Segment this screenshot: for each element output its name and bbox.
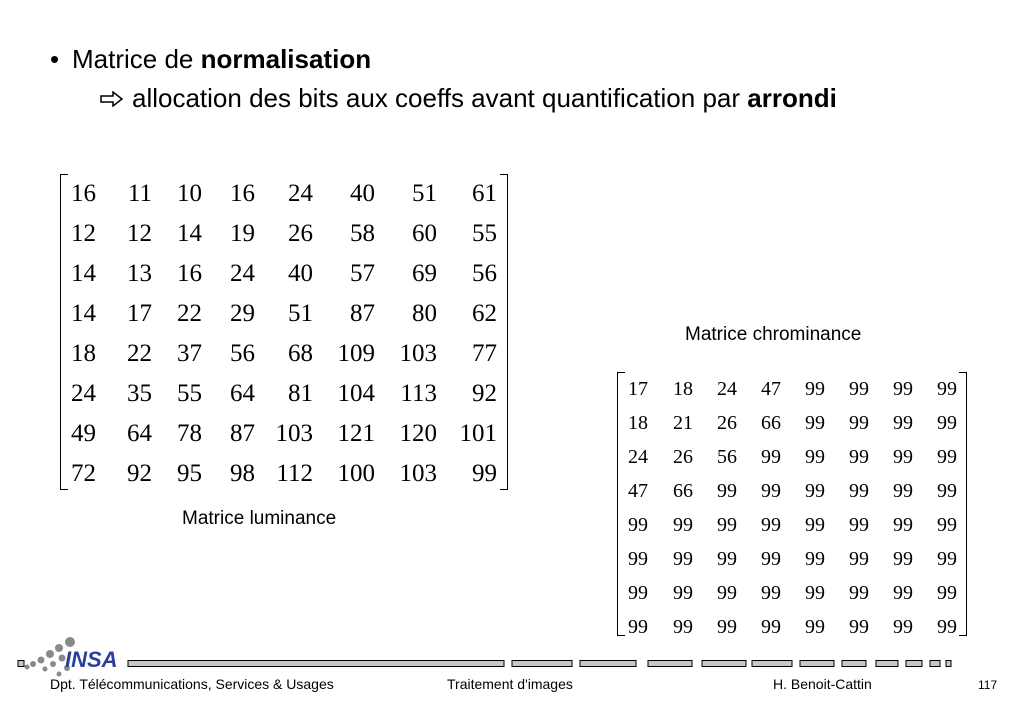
luminance-table	[66, 174, 497, 494]
matrix-cell: 101	[459, 420, 497, 447]
matrix-cell: 99	[717, 547, 737, 570]
matrix-cell: 13	[127, 260, 152, 287]
matrix-cell: 99	[893, 615, 913, 638]
matrix-cell: 100	[337, 460, 375, 487]
matrix-cell: 99	[849, 445, 869, 468]
matrix-cell: 109	[337, 340, 375, 367]
matrix-cell: 99	[717, 513, 737, 536]
matrix-cell: 99	[761, 513, 781, 536]
matrix-cell: 26	[673, 445, 693, 468]
matrix-cell: 10	[177, 180, 202, 207]
matrix-row	[66, 214, 497, 254]
matrix-cell: 99	[849, 581, 869, 604]
matrix-cell: 87	[350, 300, 375, 327]
bullet-1-bold: normalisation	[200, 44, 372, 74]
matrix-cell: 99	[893, 513, 913, 536]
bullet-dot: •	[50, 44, 60, 74]
matrix-row	[622, 576, 957, 610]
matrix-cell: 99	[893, 581, 913, 604]
matrix-cell: 37	[177, 340, 202, 367]
matrix-cell: 99	[805, 411, 825, 434]
matrix-cell: 56	[472, 260, 497, 287]
matrix-cell: 99	[937, 581, 957, 604]
luminance-caption: Matrice luminance	[182, 508, 337, 529]
matrix-cell: 49	[71, 420, 96, 447]
matrix-cell: 99	[893, 547, 913, 570]
matrix-cell: 72	[71, 460, 96, 487]
matrix-cell: 99	[717, 615, 737, 638]
matrix-cell: 24	[717, 377, 737, 400]
matrix-cell: 99	[849, 547, 869, 570]
logo-wordmark: INSA	[65, 647, 118, 672]
matrix-cell: 16	[177, 260, 202, 287]
matrix-cell: 55	[472, 220, 497, 247]
matrix-cell: 99	[717, 581, 737, 604]
matrix-cell: 99	[849, 479, 869, 502]
matrix-row	[622, 440, 957, 474]
matrix-cell: 95	[177, 460, 202, 487]
matrix-cell: 51	[288, 300, 313, 327]
matrix-cell: 99	[628, 615, 648, 638]
matrix-row	[66, 454, 497, 494]
matrix-cell: 99	[628, 513, 648, 536]
matrix-cell: 66	[761, 411, 781, 434]
matrix-cell: 77	[472, 340, 497, 367]
matrix-cell: 68	[288, 340, 313, 367]
bullet-line-1	[50, 43, 371, 75]
matrix-cell: 60	[412, 220, 437, 247]
matrix-cell: 112	[276, 460, 313, 487]
matrix-cell: 87	[230, 420, 255, 447]
matrix-cell: 40	[288, 260, 313, 287]
right-bracket	[959, 372, 967, 636]
matrix-cell: 99	[937, 411, 957, 434]
matrix-cell: 99	[893, 377, 913, 400]
matrix-cell: 99	[937, 513, 957, 536]
matrix-cell: 21	[673, 411, 693, 434]
matrix-row	[622, 372, 957, 406]
matrix-cell: 56	[717, 445, 737, 468]
matrix-cell: 12	[127, 220, 152, 247]
matrix-row	[622, 508, 957, 542]
matrix-row	[66, 294, 497, 334]
matrix-cell: 17	[628, 377, 648, 400]
matrix-cell: 47	[761, 377, 781, 400]
matrix-cell: 12	[71, 220, 96, 247]
matrix-cell: 103	[399, 340, 437, 367]
matrix-cell: 99	[893, 411, 913, 434]
matrix-cell: 69	[412, 260, 437, 287]
matrix-cell: 61	[472, 180, 497, 207]
matrix-cell: 103	[399, 460, 437, 487]
matrix-cell: 81	[288, 380, 313, 407]
matrix-cell: 113	[400, 380, 437, 407]
matrix-row	[66, 174, 497, 214]
matrix-cell: 18	[673, 377, 693, 400]
matrix-cell: 64	[230, 380, 255, 407]
matrix-cell: 99	[805, 513, 825, 536]
matrix-row	[622, 610, 957, 644]
matrix-cell: 99	[761, 615, 781, 638]
footer-author: H. Benoit-Cattin	[773, 676, 872, 692]
matrix-cell: 120	[399, 420, 437, 447]
matrix-cell: 99	[673, 547, 693, 570]
matrix-cell: 92	[127, 460, 152, 487]
matrix-cell: 99	[937, 479, 957, 502]
matrix-cell: 121	[337, 420, 375, 447]
matrix-cell: 35	[127, 380, 152, 407]
matrix-cell: 58	[350, 220, 375, 247]
matrix-cell: 99	[805, 445, 825, 468]
matrix-cell: 14	[71, 300, 96, 327]
matrix-cell: 24	[230, 260, 255, 287]
matrix-cell: 99	[805, 581, 825, 604]
matrix-cell: 99	[673, 513, 693, 536]
matrix-cell: 24	[628, 445, 648, 468]
matrix-cell: 99	[937, 615, 957, 638]
page-number: 117	[978, 678, 998, 692]
matrix-row	[622, 474, 957, 508]
matrix-cell: 14	[71, 260, 96, 287]
matrix-cell: 99	[893, 479, 913, 502]
luminance-matrix	[60, 174, 508, 490]
matrix-cell: 24	[288, 180, 313, 207]
matrix-cell: 40	[350, 180, 375, 207]
matrix-cell: 99	[805, 615, 825, 638]
matrix-cell: 99	[849, 411, 869, 434]
matrix-cell: 99	[717, 479, 737, 502]
matrix-cell: 104	[337, 380, 375, 407]
matrix-cell: 16	[71, 180, 96, 207]
matrix-cell: 47	[628, 479, 648, 502]
matrix-cell: 99	[937, 547, 957, 570]
matrix-cell: 99	[805, 547, 825, 570]
matrix-cell: 92	[472, 380, 497, 407]
matrix-cell: 99	[761, 547, 781, 570]
bullet-2-bold: arrondi	[747, 83, 837, 113]
matrix-cell: 56	[230, 340, 255, 367]
matrix-cell: 18	[71, 340, 96, 367]
matrix-cell: 57	[350, 260, 375, 287]
matrix-cell: 51	[412, 180, 437, 207]
footer-bar-strip	[0, 658, 1023, 670]
matrix-cell: 55	[177, 380, 202, 407]
matrix-cell: 99	[849, 513, 869, 536]
matrix-cell: 99	[849, 615, 869, 638]
matrix-row	[622, 406, 957, 440]
matrix-cell: 99	[761, 479, 781, 502]
matrix-cell: 99	[937, 377, 957, 400]
matrix-cell: 22	[177, 300, 202, 327]
matrix-cell: 66	[673, 479, 693, 502]
matrix-cell: 98	[230, 460, 255, 487]
bullet-2-text: allocation des bits aux coeffs avant quantification par	[132, 83, 748, 113]
matrix-cell: 99	[472, 460, 497, 487]
matrix-cell: 99	[849, 377, 869, 400]
matrix-cell: 99	[673, 615, 693, 638]
matrix-cell: 80	[412, 300, 437, 327]
matrix-cell: 99	[805, 377, 825, 400]
matrix-cell: 99	[937, 445, 957, 468]
matrix-cell: 99	[805, 479, 825, 502]
matrix-cell: 103	[275, 420, 313, 447]
matrix-cell: 18	[628, 411, 648, 434]
chrominance-table	[622, 372, 957, 644]
matrix-cell: 24	[71, 380, 96, 407]
matrix-cell: 14	[177, 220, 202, 247]
matrix-row	[66, 334, 497, 374]
matrix-row	[66, 374, 497, 414]
matrix-cell: 17	[127, 300, 152, 327]
footer-course: Traitement d'images	[447, 676, 573, 692]
footer-department: Dpt. Télécommunications, Services & Usages	[50, 676, 334, 692]
matrix-cell: 16	[230, 180, 255, 207]
chrominance-matrix	[617, 372, 967, 636]
matrix-cell: 26	[717, 411, 737, 434]
matrix-cell: 99	[893, 445, 913, 468]
matrix-cell: 78	[177, 420, 202, 447]
bullet-line-2	[100, 82, 837, 114]
chrominance-caption: Matrice chrominance	[685, 324, 862, 345]
matrix-cell: 19	[230, 220, 255, 247]
bullet-1-text: Matrice de	[72, 44, 201, 74]
matrix-cell: 99	[673, 581, 693, 604]
arrow-right-icon	[100, 91, 124, 107]
matrix-row	[622, 542, 957, 576]
matrix-row	[66, 414, 497, 454]
matrix-cell: 99	[628, 581, 648, 604]
right-bracket	[500, 174, 508, 490]
matrix-cell: 22	[127, 340, 152, 367]
matrix-cell: 99	[628, 547, 648, 570]
matrix-cell: 99	[761, 581, 781, 604]
matrix-cell: 11	[127, 180, 152, 207]
matrix-cell: 64	[127, 420, 152, 447]
matrix-cell: 99	[761, 445, 781, 468]
matrix-cell: 29	[230, 300, 255, 327]
matrix-cell: 62	[472, 300, 497, 327]
matrix-row	[66, 254, 497, 294]
matrix-cell: 26	[288, 220, 313, 247]
